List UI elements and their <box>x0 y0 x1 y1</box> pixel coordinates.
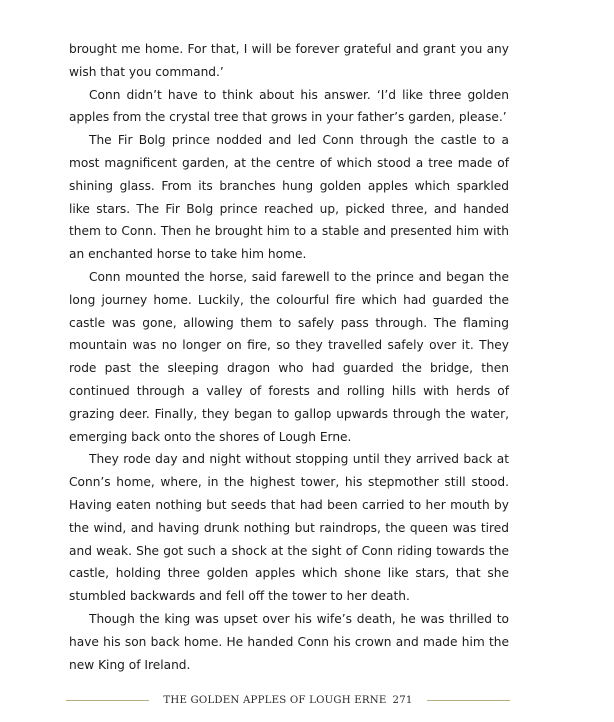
page-footer <box>66 692 510 708</box>
footer-title: THE GOLDEN APPLES OF LOUGH ERNE <box>163 694 387 706</box>
footer-rule-right <box>427 700 510 701</box>
paragraph: The Fir Bolg prince nodded and led Conn through the castle to a most magnificent garden, at the centre of which stood a tree made of shining glass. From its branches hung golden apples which sparkled like stars. The Fir Bolg prince reached up, picked three, and handed them to Conn. Then he brought him to a stable and presented him with an enchanted horse to take him home. <box>69 133 509 262</box>
paragraph: They rode day and night without stopping until they arrived back at Conn’s home, where, in the highest tower, his stepmother still stood. Having eaten nothing but seeds that had been carried to her mouth by the wind, and having drunk nothing but raindrops, the queen was tired and weak. She got such a shock at the sight of Conn riding towards the castle, holding three golden apples which shone like stars, that she stumbled backwards and fell off the tower to her death. <box>69 452 509 604</box>
paragraph: Though the king was upset over his wife’s death, he was thrilled to have his son back home. He handed Conn his crown and made him the new King of Ireland. <box>69 611 509 672</box>
paragraph: Conn mounted the horse, said farewell to the prince and began the long journey home. Luckily, the colourful fire which had guarded the castle was gone, allowing them to safely pass through. The flaming mountain was no longer on fire, so they travelled safely over it. They rode past the sleeping dragon who had guarded the bridge, then continued through a valley of forests and rolling hills with herds of grazing deer. Finally, they began to gallop upwards through the water, emerging back onto the shores of Lough Erne. <box>69 269 509 444</box>
running-footer <box>149 695 426 706</box>
paragraph-continued: brought me home. For that, I will be forever grateful and grant you any wish that you command.’ <box>69 42 509 79</box>
page-number: 271 <box>392 694 413 706</box>
footer-rule-left <box>66 700 149 701</box>
page-body <box>69 38 509 676</box>
paragraph: Conn didn’t have to think about his answer. ‘I’d like three golden apples from the crystal tree that grows in your father’s garden, please.’ <box>69 87 509 125</box>
